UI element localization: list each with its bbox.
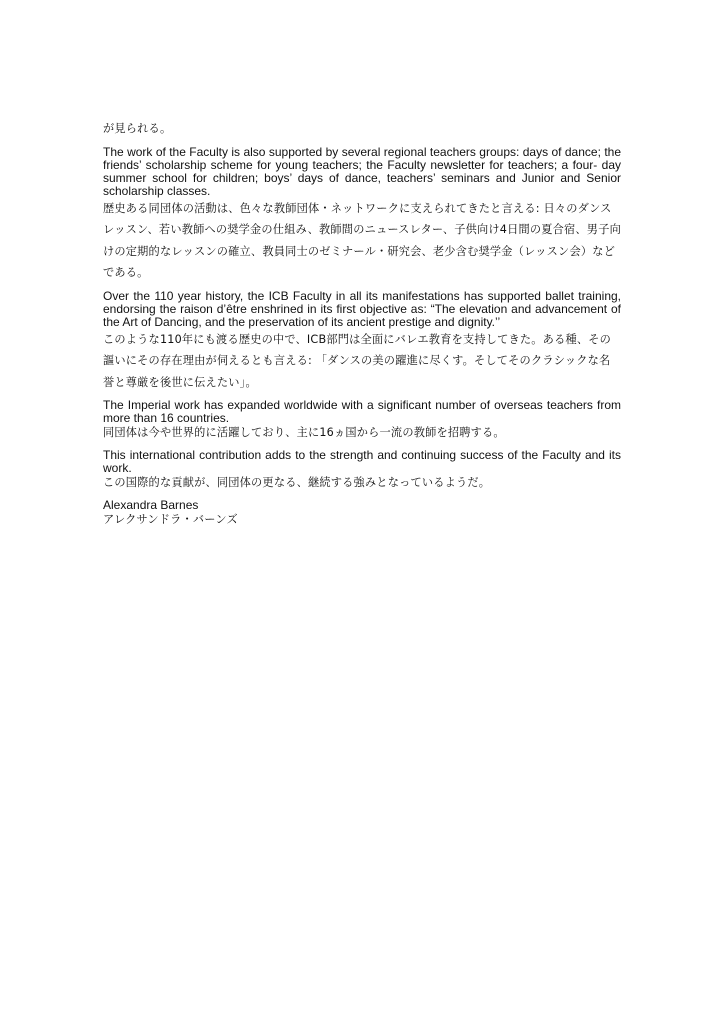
paragraph-contribution-en: This international contribution adds to the strength and continuing success of the Faculty and its work. <box>103 448 621 475</box>
paragraph-worldwide-jp: 同団体は今や世界的に活躍しており、主に16ヵ国から一流の教師を招聘する。 <box>103 426 505 439</box>
paragraph-history-jp: このような110年にも渡る歴史の中で、ICB部門は全面にバレエ教育を支持してきた。ある種、その謳いにその存在理由が伺えるとも言える: 「ダンスの美の躍進に尽くす。そしてそのクラシックな名誉と尊厳を後世に伝えたい」。 <box>103 332 612 389</box>
paragraph-worldwide-en: The Imperial work has expanded worldwide with a significant number of overseas teachers from more than 16 countries. <box>103 398 621 425</box>
paragraph-regional-groups-jp: 歴史ある同団体の活動は、色々な教師団体・ネットワークに支えられてきたと言える: 日々のダンスレッスン、若い教師への奨学金の仕組み、教師間のニュースレター、子供向け4日間の夏合宿、男子向けの定期的なレッスンの確立、教員同士のゼミナール・研究会、老少含む奨学金（レッスン会）などである。 <box>103 201 621 279</box>
document-body <box>103 118 621 528</box>
paragraph-contribution-jp: この国際的な貢献が、同団体の更なる、継続する強みとなっているようだ。 <box>103 476 491 489</box>
author-name-jp: アレクサンドラ・バーンズ <box>103 513 238 526</box>
author-name-en: Alexandra Barnes <box>103 498 199 512</box>
paragraph-history-en: Over the 110 year history, the ICB Faculty in all its manifestations has supported ballet training, endorsing the raison d’être enshrined in its first objective as: “The elevation and advancement of the Art of Dancing, and the preservation of its ancient prestige and dignity.’’ <box>103 288 621 329</box>
paragraph-regional-groups-en: The work of the Faculty is also supported by several regional teachers groups: days of dance; the friends’ scholarship scheme for young teachers; the Faculty newsletter for teachers; a four- day summer school for children; boys’ days of dance, teachers’ seminars and Junior and Senior scholarship classes. <box>103 144 621 198</box>
paragraph-jp-continuation: が見られる。 <box>103 122 172 135</box>
